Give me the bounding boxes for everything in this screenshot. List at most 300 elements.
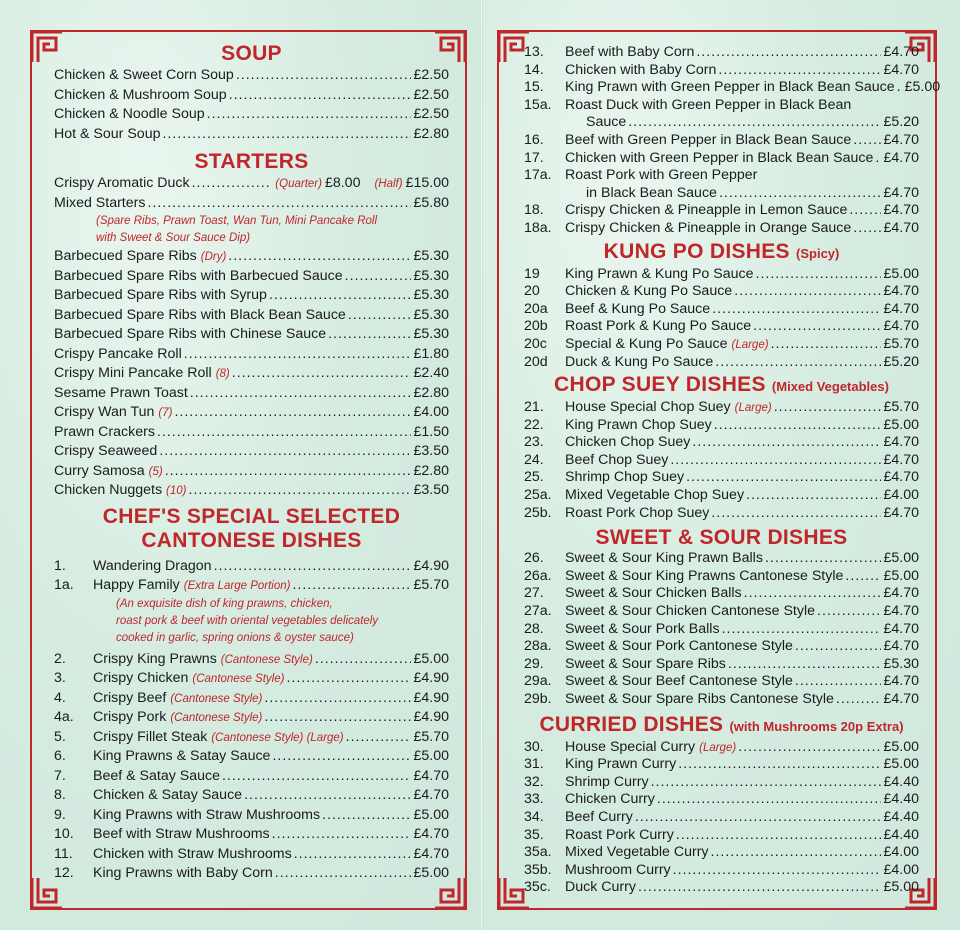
kung-po-list [524, 266, 919, 372]
item-name: Crispy Mini Pancake Roll [54, 365, 212, 381]
item-price: £4.90 [413, 557, 449, 574]
dot-leader [165, 462, 412, 482]
menu-item [524, 452, 919, 470]
item-price: £2.80 [413, 125, 449, 142]
item-note: (Cantonese Style) [192, 673, 285, 685]
item-name: Roast Pork Chop Suey [565, 504, 710, 521]
item-price: £4.40 [883, 773, 919, 790]
item-number: 20b [524, 318, 548, 335]
item-name: Beef with Green Pepper in Black Bean Sauce [565, 131, 852, 148]
item-price: £4.00 [883, 487, 919, 504]
menu-item [54, 576, 449, 596]
menu-item: Chicken & Noodle Soup ..... £2.50 [54, 105, 449, 125]
item-price: £4.90 [413, 670, 449, 686]
section-title-kung-po: KUNG PO DISHES (Spicy) [603, 239, 840, 263]
curried-list [524, 739, 919, 897]
item-price: £2.80 [413, 384, 449, 401]
item-name: Beef & Satay Sauce [93, 767, 220, 784]
dot-leader [696, 44, 881, 62]
dot-leader [875, 150, 881, 168]
menu-item [524, 585, 919, 603]
item-number: 35b. [524, 861, 552, 878]
dot-leader [774, 399, 882, 417]
item-name: Sweet & Sour Pork Cantonese Style [565, 638, 793, 655]
item-number: 4. [54, 689, 66, 706]
section-title-starters: STARTERS [194, 150, 309, 173]
section-subtitle: (Spicy) [796, 245, 840, 261]
item-number: 8. [54, 787, 66, 803]
item-description: cooked in garlic, spring onions & oyster sauce) [116, 631, 354, 644]
menu-item [524, 62, 919, 80]
dot-leader [849, 202, 881, 220]
item-note: (8) [215, 368, 230, 380]
menu-item [54, 650, 449, 670]
item-name: Barbecued Spare Ribs with Black Bean Sauce [54, 306, 346, 323]
item-number: 33. [524, 791, 544, 808]
dot-leader [294, 845, 412, 865]
item-name: Crispy Pork [93, 709, 167, 725]
dot-leader [715, 354, 881, 372]
dot-leader [765, 550, 882, 568]
dot-leader [753, 318, 881, 336]
item-name: King Prawns with Baby Corn [93, 865, 273, 881]
menu-item [524, 220, 919, 238]
menu-item [54, 345, 449, 365]
menu-item [524, 44, 919, 62]
item-name: Barbecued Spare Ribs with Barbecued Sauce [54, 267, 343, 284]
item-price: £4.70 [883, 300, 919, 317]
item-price: £4.70 [413, 826, 449, 842]
item-price: £5.00 [883, 738, 919, 755]
menu-item [524, 638, 919, 656]
item-number: 5. [54, 728, 66, 745]
item-price: £5.30 [413, 306, 449, 323]
item-price: £1.80 [413, 345, 449, 362]
item-description: with Sweet & Sour Sauce Dip) [96, 232, 251, 244]
menu-item [524, 568, 919, 586]
item-name: Duck Curry [565, 879, 636, 896]
item-price: £4.70 [883, 585, 919, 602]
item-name: Happy Family [93, 577, 180, 593]
item-price: £5.00 [883, 416, 919, 433]
chef-list-first [54, 557, 449, 596]
item-name: Mixed Vegetable Chop Suey [565, 487, 745, 504]
item-number: 25. [524, 469, 544, 486]
item-price: £4.70 [883, 219, 919, 236]
menu-item [54, 825, 449, 845]
item-number: 14. [524, 61, 544, 78]
item-name: Chicken with Green Pepper in Black Bean Sauce [565, 149, 874, 166]
item-name: Duck & Kung Po Sauce [565, 353, 714, 370]
menu-item [54, 806, 449, 826]
menu-item [524, 791, 919, 809]
menu-item [524, 673, 919, 691]
menu-item-cont: in Black Bean Sauce ..... £4.70 [524, 185, 919, 203]
dot-leader [348, 306, 412, 326]
item-note: (7) [158, 407, 173, 419]
menu-item-cont: Sauce ..... £5.20 [524, 114, 919, 132]
item-note: (10) [166, 485, 187, 497]
item-price: £2.50 [413, 106, 449, 122]
dot-leader [346, 728, 412, 748]
item-description: (Spare Ribs, Prawn Toast, Wan Tun, Mini Pancake Roll [96, 215, 378, 227]
dot-leader [845, 568, 881, 586]
item-price: £4.70 [883, 451, 919, 468]
menu-item [524, 301, 919, 319]
dot-leader [345, 267, 412, 287]
item-number: 1a. [54, 577, 74, 593]
item-number: 32. [524, 773, 544, 790]
item-price: £4.00 [883, 861, 919, 878]
item-name: Crispy King Prawns [93, 650, 217, 667]
menu-item [54, 767, 449, 787]
item-name: King Prawns with Straw Mushrooms [93, 806, 321, 823]
item-name: Chicken Chop Suey [565, 434, 691, 451]
dot-leader [272, 747, 411, 767]
menu-item [54, 423, 449, 443]
item-price: £5.20 [883, 353, 919, 370]
menu-item [524, 469, 919, 487]
item-price: £5.30 [413, 326, 449, 342]
menu-item [524, 603, 919, 621]
item-name: Chicken with Baby Corn [565, 61, 717, 78]
dot-leader [771, 336, 882, 354]
menu-item [54, 845, 449, 865]
item-name: King Prawn with Green Pepper in Black Bean Sauce [565, 79, 895, 96]
dot-leader [184, 345, 412, 365]
item-price: £4.90 [413, 689, 449, 706]
dot-leader [678, 756, 881, 774]
dot-leader [651, 774, 882, 792]
item-name: Curry Samosa [54, 462, 145, 479]
section-subtitle: (with Mushrooms 20p Extra) [729, 718, 904, 734]
item-number: 34. [524, 808, 544, 825]
dot-leader [756, 266, 882, 284]
dot-leader [232, 364, 412, 384]
item-number: 19 [524, 265, 540, 282]
item-name: Beef & Kung Po Sauce [565, 300, 711, 317]
dot-leader [635, 809, 882, 827]
item-name: Mushroom Curry [565, 861, 671, 878]
dot-leader [638, 879, 882, 897]
item-name: Roast Pork Curry [565, 826, 674, 843]
menu-item [524, 827, 919, 845]
menu-item [54, 384, 449, 404]
menu-item [524, 621, 919, 639]
item-price: £4.70 [883, 202, 919, 219]
item-price: £5.30 [883, 655, 919, 672]
item-price: £4.00 [413, 404, 449, 420]
item-price: £4.70 [883, 620, 919, 637]
menu-item [524, 434, 919, 452]
dot-leader [738, 739, 881, 757]
item-name: Sweet & Sour Spare Ribs Cantonese Style [565, 691, 834, 707]
dot-leader [897, 79, 903, 97]
item-name: Crispy Seaweed [54, 443, 158, 459]
menu-item [524, 266, 919, 284]
item-price: £4.70 [883, 131, 919, 148]
menu-item [54, 728, 449, 748]
dot-leader [744, 585, 882, 603]
dot-leader [190, 384, 412, 404]
dot-leader [692, 434, 881, 452]
item-price: £4.70 [413, 787, 449, 803]
item-number: 35. [524, 826, 544, 843]
left-page-content [54, 42, 449, 884]
dot-leader [322, 806, 411, 826]
dot-leader [222, 767, 412, 787]
item-name: Crispy Wan Tun [54, 404, 155, 420]
item-name: Beef Chop Suey [565, 451, 669, 468]
item-number: 25b. [524, 504, 552, 521]
dot-leader [676, 827, 882, 845]
item-name: Crispy Beef [93, 689, 167, 706]
dot-leader [657, 791, 882, 809]
item-price: £4.70 [883, 691, 919, 707]
item-note: (Cantonese Style) [220, 653, 313, 666]
dot-leader [795, 673, 882, 691]
menu-item [54, 442, 449, 462]
item-name: Shrimp Chop Suey [565, 469, 685, 486]
dot-leader [722, 621, 882, 639]
menu-item-aromatic-duck: Crispy Aromatic Duck ..... (Quarter) £8.00 (Half) £15.00 [54, 174, 449, 194]
dot-leader [817, 603, 881, 621]
dot-leader [214, 557, 412, 577]
menu-item [54, 286, 449, 306]
item-price: £5.00 [883, 550, 919, 567]
item-note: (Large) [731, 338, 769, 351]
menu-item [524, 79, 941, 97]
menu-item [54, 864, 449, 884]
dot-leader [269, 286, 412, 306]
item-number: 7. [54, 767, 66, 784]
item-number: 28. [524, 620, 544, 637]
right-page-content [524, 44, 941, 897]
menu-item [54, 786, 449, 806]
menu-item [524, 756, 919, 774]
item-note: (Cantonese Style) (Large) [211, 731, 344, 744]
dot-leader [686, 469, 881, 487]
dot-leader [836, 691, 882, 709]
item-price: £4.70 [883, 603, 919, 620]
green-pepper-list [524, 44, 941, 97]
item-name: Mixed Vegetable Curry [565, 844, 709, 861]
item-number: 20d [524, 353, 548, 370]
item-price: £5.30 [413, 287, 449, 303]
item-number: 23. [524, 434, 544, 451]
item-name: Barbecued Spare Ribs [54, 248, 197, 264]
item-name: Chicken with Straw Mushrooms [93, 845, 292, 862]
item-name: Beef with Straw Mushrooms [93, 826, 270, 842]
item-number: 28a. [524, 638, 552, 655]
dot-leader [853, 132, 881, 150]
item-number: 26a. [524, 567, 552, 584]
item-price: £5.70 [413, 577, 449, 593]
menu-item: Chicken & Sweet Corn Soup ..... £2.50 [54, 66, 449, 86]
section-title-curried: CURRIED DISHES (with Mushrooms 20p Extra) [539, 712, 904, 736]
dot-leader [292, 576, 411, 596]
menu-item [54, 462, 449, 482]
item-price: £4.70 [883, 673, 919, 690]
menu-item [54, 403, 449, 423]
menu-item [524, 656, 919, 674]
chop-suey-list [524, 399, 919, 522]
green-pepper-list-b [524, 132, 919, 167]
item-name: King Prawns & Satay Sauce [93, 748, 271, 764]
item-price: £5.70 [883, 335, 919, 352]
item-number: 13. [524, 44, 544, 60]
menu-item [524, 336, 919, 354]
menu-item [524, 862, 919, 880]
dot-leader [174, 403, 411, 423]
section-subtitle-cantonese: CANTONESE DISHES [141, 528, 362, 552]
item-note: (5) [148, 465, 163, 478]
dot-leader [711, 505, 881, 523]
dot-leader [853, 220, 881, 238]
menu-item-mixed-starters: Mixed Starters ..... £5.80 [54, 194, 449, 214]
item-number: 35c. [524, 879, 551, 896]
item-number: 18. [524, 202, 544, 219]
item-price: £4.70 [883, 149, 919, 166]
dot-leader [328, 325, 411, 345]
sweet-sour-list [524, 550, 919, 708]
item-price: £4.70 [883, 44, 919, 60]
dot-leader [228, 247, 411, 267]
section-title-soup: SOUP [221, 42, 282, 65]
menu-item [524, 550, 919, 568]
menu-item: 17a. Roast Pork with Green Pepper [524, 167, 758, 184]
menu-item [524, 505, 919, 523]
item-note: (Cantonese Style) [170, 712, 263, 724]
item-name: Chicken & Kung Po Sauce [565, 283, 733, 300]
item-number: 6. [54, 748, 66, 764]
item-name: Crispy Fillet Steak [93, 728, 208, 745]
menu-item [524, 809, 919, 827]
menu-item [54, 481, 449, 501]
item-number: 18a. [524, 219, 552, 236]
item-name: Sweet & Sour Spare Ribs [565, 655, 726, 672]
dot-leader [264, 689, 411, 709]
menu-item [54, 689, 449, 709]
item-price: £5.00 [883, 756, 919, 773]
item-note: (Extra Large Portion) [183, 580, 291, 592]
item-price: £5.00 [883, 265, 919, 282]
item-note: (Large) [734, 402, 772, 415]
item-name: King Prawn Chop Suey [565, 416, 712, 433]
dot-leader [272, 825, 412, 845]
item-price: £5.00 [413, 865, 449, 881]
dot-leader [244, 786, 411, 806]
item-name: Shrimp Curry [565, 773, 649, 790]
item-price: £4.00 [883, 844, 919, 861]
item-name: Crispy Chicken & Pineapple in Orange Sauce [565, 219, 852, 236]
item-price: £4.70 [883, 504, 919, 521]
item-number: 20a [524, 300, 548, 317]
menu-item [54, 364, 449, 384]
dot-leader [711, 844, 882, 862]
item-name: Sweet & Sour King Prawns Cantonese Style [565, 567, 844, 584]
item-number: 35a. [524, 844, 552, 861]
item-price: £3.50 [413, 443, 449, 459]
item-number: 27a. [524, 603, 552, 620]
starters-list [54, 247, 449, 501]
item-number: 15. [524, 79, 544, 96]
menu-item [54, 557, 449, 577]
item-name: Special & Kung Po Sauce [565, 335, 728, 352]
pineapple-list [524, 202, 919, 237]
item-note: (Large) [699, 741, 737, 754]
menu-item [54, 747, 449, 767]
menu-item [524, 132, 919, 150]
menu-item [524, 691, 919, 709]
item-number: 4a. [54, 709, 74, 725]
menu-item: Chicken & Mushroom Soup ..... £2.50 [54, 86, 449, 106]
item-price: £1.50 [413, 423, 449, 440]
item-price: £3.50 [413, 482, 449, 498]
item-price: £4.40 [883, 808, 919, 825]
item-name: Chicken Curry [565, 791, 655, 808]
menu-item [524, 844, 919, 862]
item-name: Roast Pork & Kung Po Sauce [565, 318, 752, 335]
item-number: 26. [524, 550, 544, 567]
menu-item [54, 306, 449, 326]
item-name: Crispy Pancake Roll [54, 345, 182, 362]
item-name: House Special Chop Suey [565, 399, 731, 416]
menu-item [54, 669, 449, 689]
item-price: £4.70 [883, 283, 919, 300]
item-name: Prawn Crackers [54, 423, 155, 440]
menu-item [524, 879, 919, 897]
menu-item [54, 247, 449, 267]
menu-item: 15a. Roast Duck with Green Pepper in Black Bean [524, 96, 852, 113]
item-number: 27. [524, 585, 544, 602]
menu-item [524, 354, 919, 372]
item-description: roast pork & beef with oriental vegetables delicately [116, 614, 379, 627]
menu-item [524, 318, 919, 336]
item-number: 11. [54, 845, 73, 862]
item-note: (Dry) [200, 251, 227, 263]
item-number: 29. [524, 655, 544, 672]
dot-leader [795, 638, 882, 656]
item-number: 31. [524, 756, 544, 773]
item-name: Sweet & Sour Chicken Cantonese Style [565, 603, 815, 620]
menu-item [54, 708, 449, 728]
item-number: 29b. [524, 691, 552, 707]
item-name: Beef Curry [565, 808, 633, 825]
item-number: 1. [54, 557, 66, 574]
dot-leader [264, 708, 411, 728]
menu-item [524, 774, 919, 792]
section-title-chop-suey: CHOP SUEY DISHES (Mixed Vegetables) [554, 373, 889, 397]
item-name: Sesame Prawn Toast [54, 384, 188, 401]
item-price: £5.70 [883, 399, 919, 416]
dot-leader [673, 862, 882, 880]
item-price: £5.00 [904, 79, 941, 96]
item-price: £5.00 [413, 650, 449, 667]
item-number: 3. [54, 670, 66, 686]
dot-leader [718, 62, 881, 80]
dot-leader [275, 864, 412, 884]
item-number: 29a. [524, 673, 552, 690]
item-number: 21. [524, 399, 544, 416]
section-title-sweet-sour: SWEET & SOUR DISHES [595, 526, 848, 550]
item-name: Barbecued Spare Ribs with Chinese Sauce [54, 326, 327, 342]
dot-leader [286, 669, 411, 689]
item-number: 20 [524, 283, 540, 300]
item-name: Chicken & Satay Sauce [93, 787, 243, 803]
item-price: £2.50 [413, 67, 449, 83]
item-number: 9. [54, 806, 66, 823]
